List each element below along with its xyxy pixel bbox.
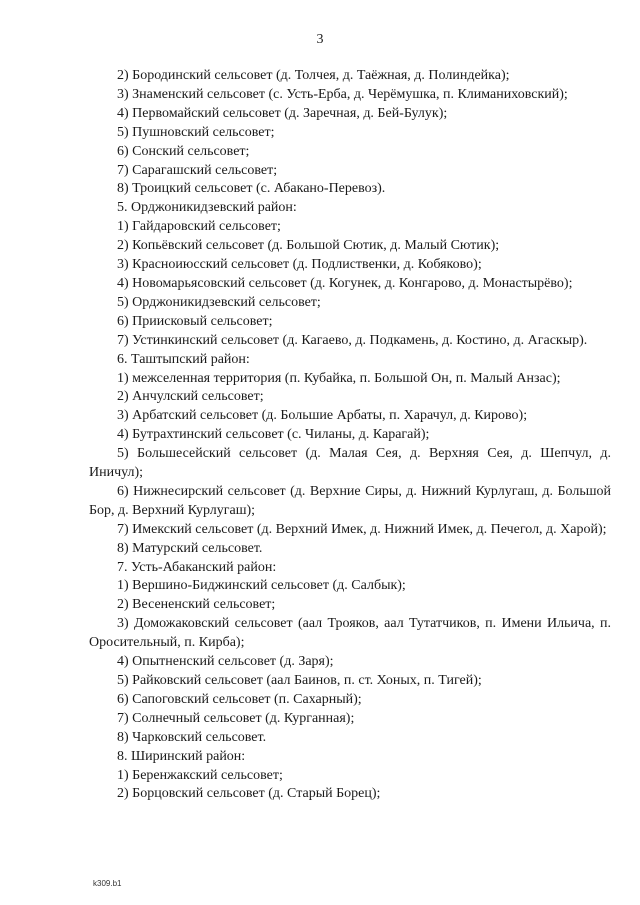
list-item: 3) Доможаковский сельсовет (аал Трояков, аал Тутатчиков, п. Имени Ильича, п. Оросительный, п. Кирба); <box>89 616 611 651</box>
district-heading: 5. Орджоникидзевский район: <box>117 200 297 216</box>
list-item: 8) Троицкий сельсовет (с. Абакано-Перевоз). <box>117 181 386 197</box>
list-item: 2) Копьёвский сельсовет (д. Большой Сютик, д. Малый Сютик); <box>117 238 500 254</box>
list-item: 7) Имекский сельсовет (д. Верхний Имек, д. Нижний Имек, д. Печегол, д. Харой); <box>117 521 607 537</box>
list-item: 3) Знаменский сельсовет (с. Усть-Ерба, д. Черёмушка, п. Климаниховский); <box>117 86 568 102</box>
list-item: 2) Анчулский сельсовет; <box>117 389 264 405</box>
list-item: 4) Бутрахтинский сельсовет (с. Чиланы, д. Карагай); <box>117 427 430 443</box>
district-heading: 8. Ширинский район: <box>117 748 246 764</box>
list-item: 1) Гайдаровский сельсовет; <box>117 219 281 235</box>
list-item: 5) Большесейский сельсовет (д. Малая Сея, д. Верхняя Сея, д. Шепчул, д. Иничул); <box>89 446 611 481</box>
district-heading: 6. Таштыпский район: <box>117 351 250 367</box>
list-item: 6) Приисковый сельсовет; <box>117 313 273 329</box>
list-item: 5) Райковский сельсовет (аал Баинов, п. ст. Хоных, п. Тигей); <box>117 673 482 688</box>
footer-document-code: k309.b1 <box>93 879 122 888</box>
list-item: 6) Сапоговский сельсовет (п. Сахарный); <box>117 691 362 707</box>
list-item: 1) Вершино-Биджинский сельсовет (д. Салбык); <box>117 578 406 594</box>
list-item: 5) Пушновский сельсовет; <box>117 124 275 140</box>
list-item: 3) Красноиюсский сельсовет (д. Подлиственки, д. Кобяково); <box>117 257 482 273</box>
list-item: 7) Устинкинский сельсовет (д. Кагаево, д. Подкамень, д. Костино, д. Агаскыр). <box>117 332 588 348</box>
list-item: 8) Матурский сельсовет. <box>117 540 263 556</box>
body-text <box>89 67 611 804</box>
list-item: 6) Нижнесирский сельсовет (д. Верхние Сиры, д. Нижний Курлугаш, д. Большой Бор, д. Верхний Курлугаш); <box>89 483 611 518</box>
list-item: 2) Борцовский сельсовет (д. Старый Борец); <box>117 786 381 802</box>
list-item: 3) Арбатский сельсовет (д. Большие Арбаты, п. Харачул, д. Кирово); <box>117 408 528 424</box>
district-heading: 7. Усть-Абаканский район: <box>117 559 277 575</box>
page-number: 3 <box>316 32 324 47</box>
list-item: 1) межселенная территория (п. Кубайка, п. Большой Он, п. Малый Анзас); <box>117 370 561 386</box>
list-item: 2) Бородинский сельсовет (д. Толчея, д. Таёжная, д. Полиндейка); <box>117 68 510 83</box>
list-item: 1) Беренжакский сельсовет; <box>117 767 283 783</box>
list-item: 6) Сонский сельсовет; <box>117 143 250 159</box>
list-item: 4) Новомарьясовский сельсовет (д. Когунек, д. Конгарово, д. Монастырёво); <box>117 275 573 291</box>
list-item: 7) Солнечный сельсовет (д. Курганная); <box>117 710 355 726</box>
list-item: 7) Сарагашский сельсовет; <box>117 162 278 178</box>
list-item: 4) Первомайский сельсовет (д. Заречная, д. Бей-Булук); <box>117 105 448 121</box>
list-item: 4) Опытненский сельсовет (д. Заря); <box>117 654 334 670</box>
list-item: 2) Весененский сельсовет; <box>117 597 276 613</box>
list-item: 8) Чарковский сельсовет. <box>117 729 267 745</box>
list-item: 5) Орджоникидзевский сельсовет; <box>117 294 321 310</box>
